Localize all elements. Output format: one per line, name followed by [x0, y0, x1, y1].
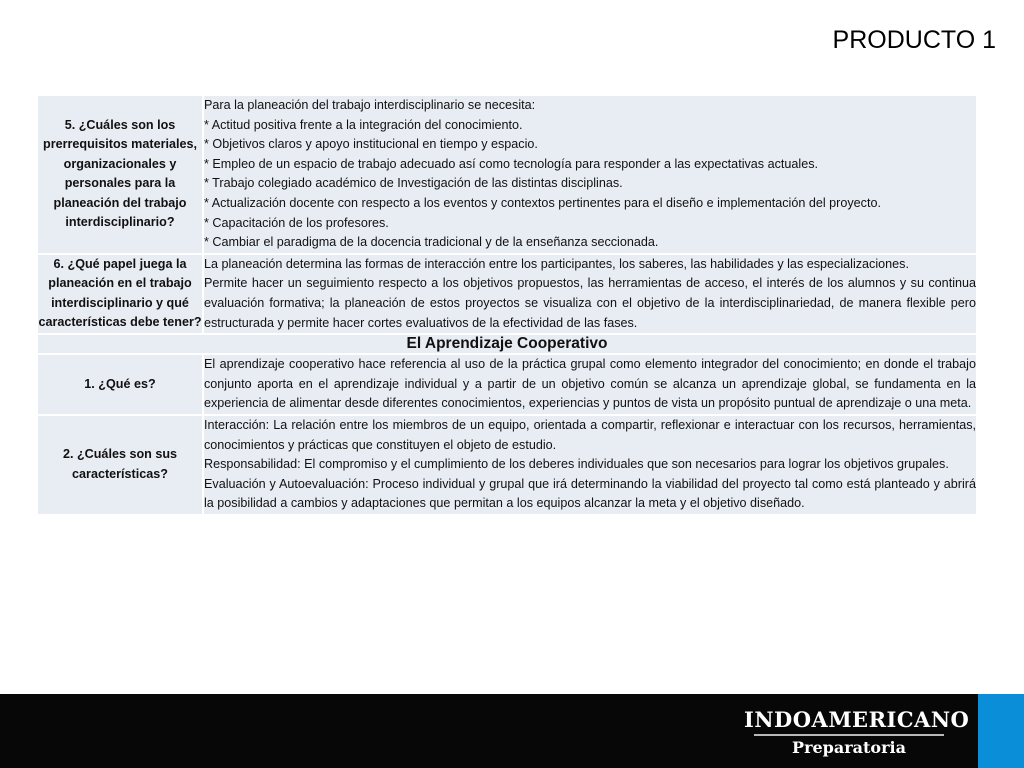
section-header-row	[37, 334, 977, 354]
answer-line: * Objetivos claros y apoyo institucional en tiempo y espacio.	[204, 137, 538, 152]
page-title: PRODUCTO 1	[832, 26, 996, 54]
content-table	[36, 94, 978, 516]
answer-line: * Empleo de un espacio de trabajo adecuado así como tecnología para responder a las expectativas actuales.	[204, 156, 818, 171]
answer-paragraph: Evaluación y Autoevaluación: Proceso individual y grupal que irá determinando la viabilidad del proyecto tal como está planteado y abrirá la posibilidad a cambios y adaptaciones que permitan a los equipos alcanzar la meta y el objetivo diseñado.	[204, 476, 976, 511]
section-title: El Aprendizaje Cooperativo	[37, 334, 977, 354]
logo-sub-text: Preparatoria	[792, 738, 906, 757]
accent-bar	[978, 694, 1024, 768]
answer-line: * Cambiar el paradigma de la docencia tradicional y de la enseñanza seccionada.	[204, 235, 659, 250]
table-row	[37, 415, 977, 515]
answer-line: * Actitud positiva frente a la integración del conocimiento.	[204, 117, 523, 132]
answer-line: * Actualización docente con respecto a los eventos y contextos pertinentes para el diseño e implementación del proyecto.	[204, 195, 881, 210]
question-cell: 5. ¿Cuáles son los prerrequisitos materiales, organizacionales y personales para la planeación del trabajo interdisciplinario?	[37, 95, 203, 254]
answer-line: * Capacitación de los profesores.	[204, 215, 389, 230]
logo-main-text: INDOAMERICANO	[744, 707, 970, 732]
question-cell: 2. ¿Cuáles son sus características?	[37, 415, 203, 515]
logo-divider	[754, 734, 944, 736]
answer-cell	[203, 95, 977, 254]
answer-cell	[203, 254, 977, 334]
answer-paragraph: La planeación determina las formas de interacción entre los participantes, los saberes, las habilidades y las especializaciones.	[204, 256, 909, 271]
table-row	[37, 354, 977, 415]
table-row	[37, 254, 977, 334]
answer-paragraph: El aprendizaje cooperativo hace referencia al uso de la práctica grupal como elemento integrador del conocimiento; en donde el trabajo conjunto aporta en el aprendizaje individual y a partir de un objetivo común se alcanza un aprendizaje global, se fundamenta en la experiencia de alimentar desde diferentes conocimientos, experiencias y puntos de vista un propósito puntual de aprendizaje o una meta.	[204, 357, 976, 411]
answer-line: Para la planeación del trabajo interdisciplinario se necesita:	[204, 98, 536, 112]
answer-cell	[203, 354, 977, 415]
table-row	[37, 95, 977, 254]
answer-line: * Trabajo colegiado académico de Investigación de las distintas disciplinas.	[204, 176, 623, 191]
answer-paragraph: Permite hacer un seguimiento respecto a los objetivos propuestos, las herramientas de acceso, el interés de los alumnos y su continua evaluación formativa; la planeación de estos proyectos se visualiza con el objetivo de la interdisciplinariedad, de manera flexible pero estructurada y permite hacer cortes evaluativos de la efectividad de las fases.	[204, 276, 976, 330]
question-cell: 1. ¿Qué es?	[37, 354, 203, 415]
indoamericano-logo	[744, 707, 970, 758]
answer-paragraph: Interacción: La relación entre los miembros de un equipo, orientada a compartir, reflexionar e interactuar con los recursos, herramientas, conocimientos y prácticas que constituyen el objeto de estudio.	[204, 417, 976, 452]
question-cell: 6. ¿Qué papel juega la planeación en el trabajo interdisciplinario y qué características debe tener?	[37, 254, 203, 334]
answer-cell	[203, 415, 977, 515]
answer-paragraph: Responsabilidad: El compromiso y el cumplimiento de los deberes individuales que son necesarios para lograr los objetivos grupales.	[204, 457, 949, 472]
